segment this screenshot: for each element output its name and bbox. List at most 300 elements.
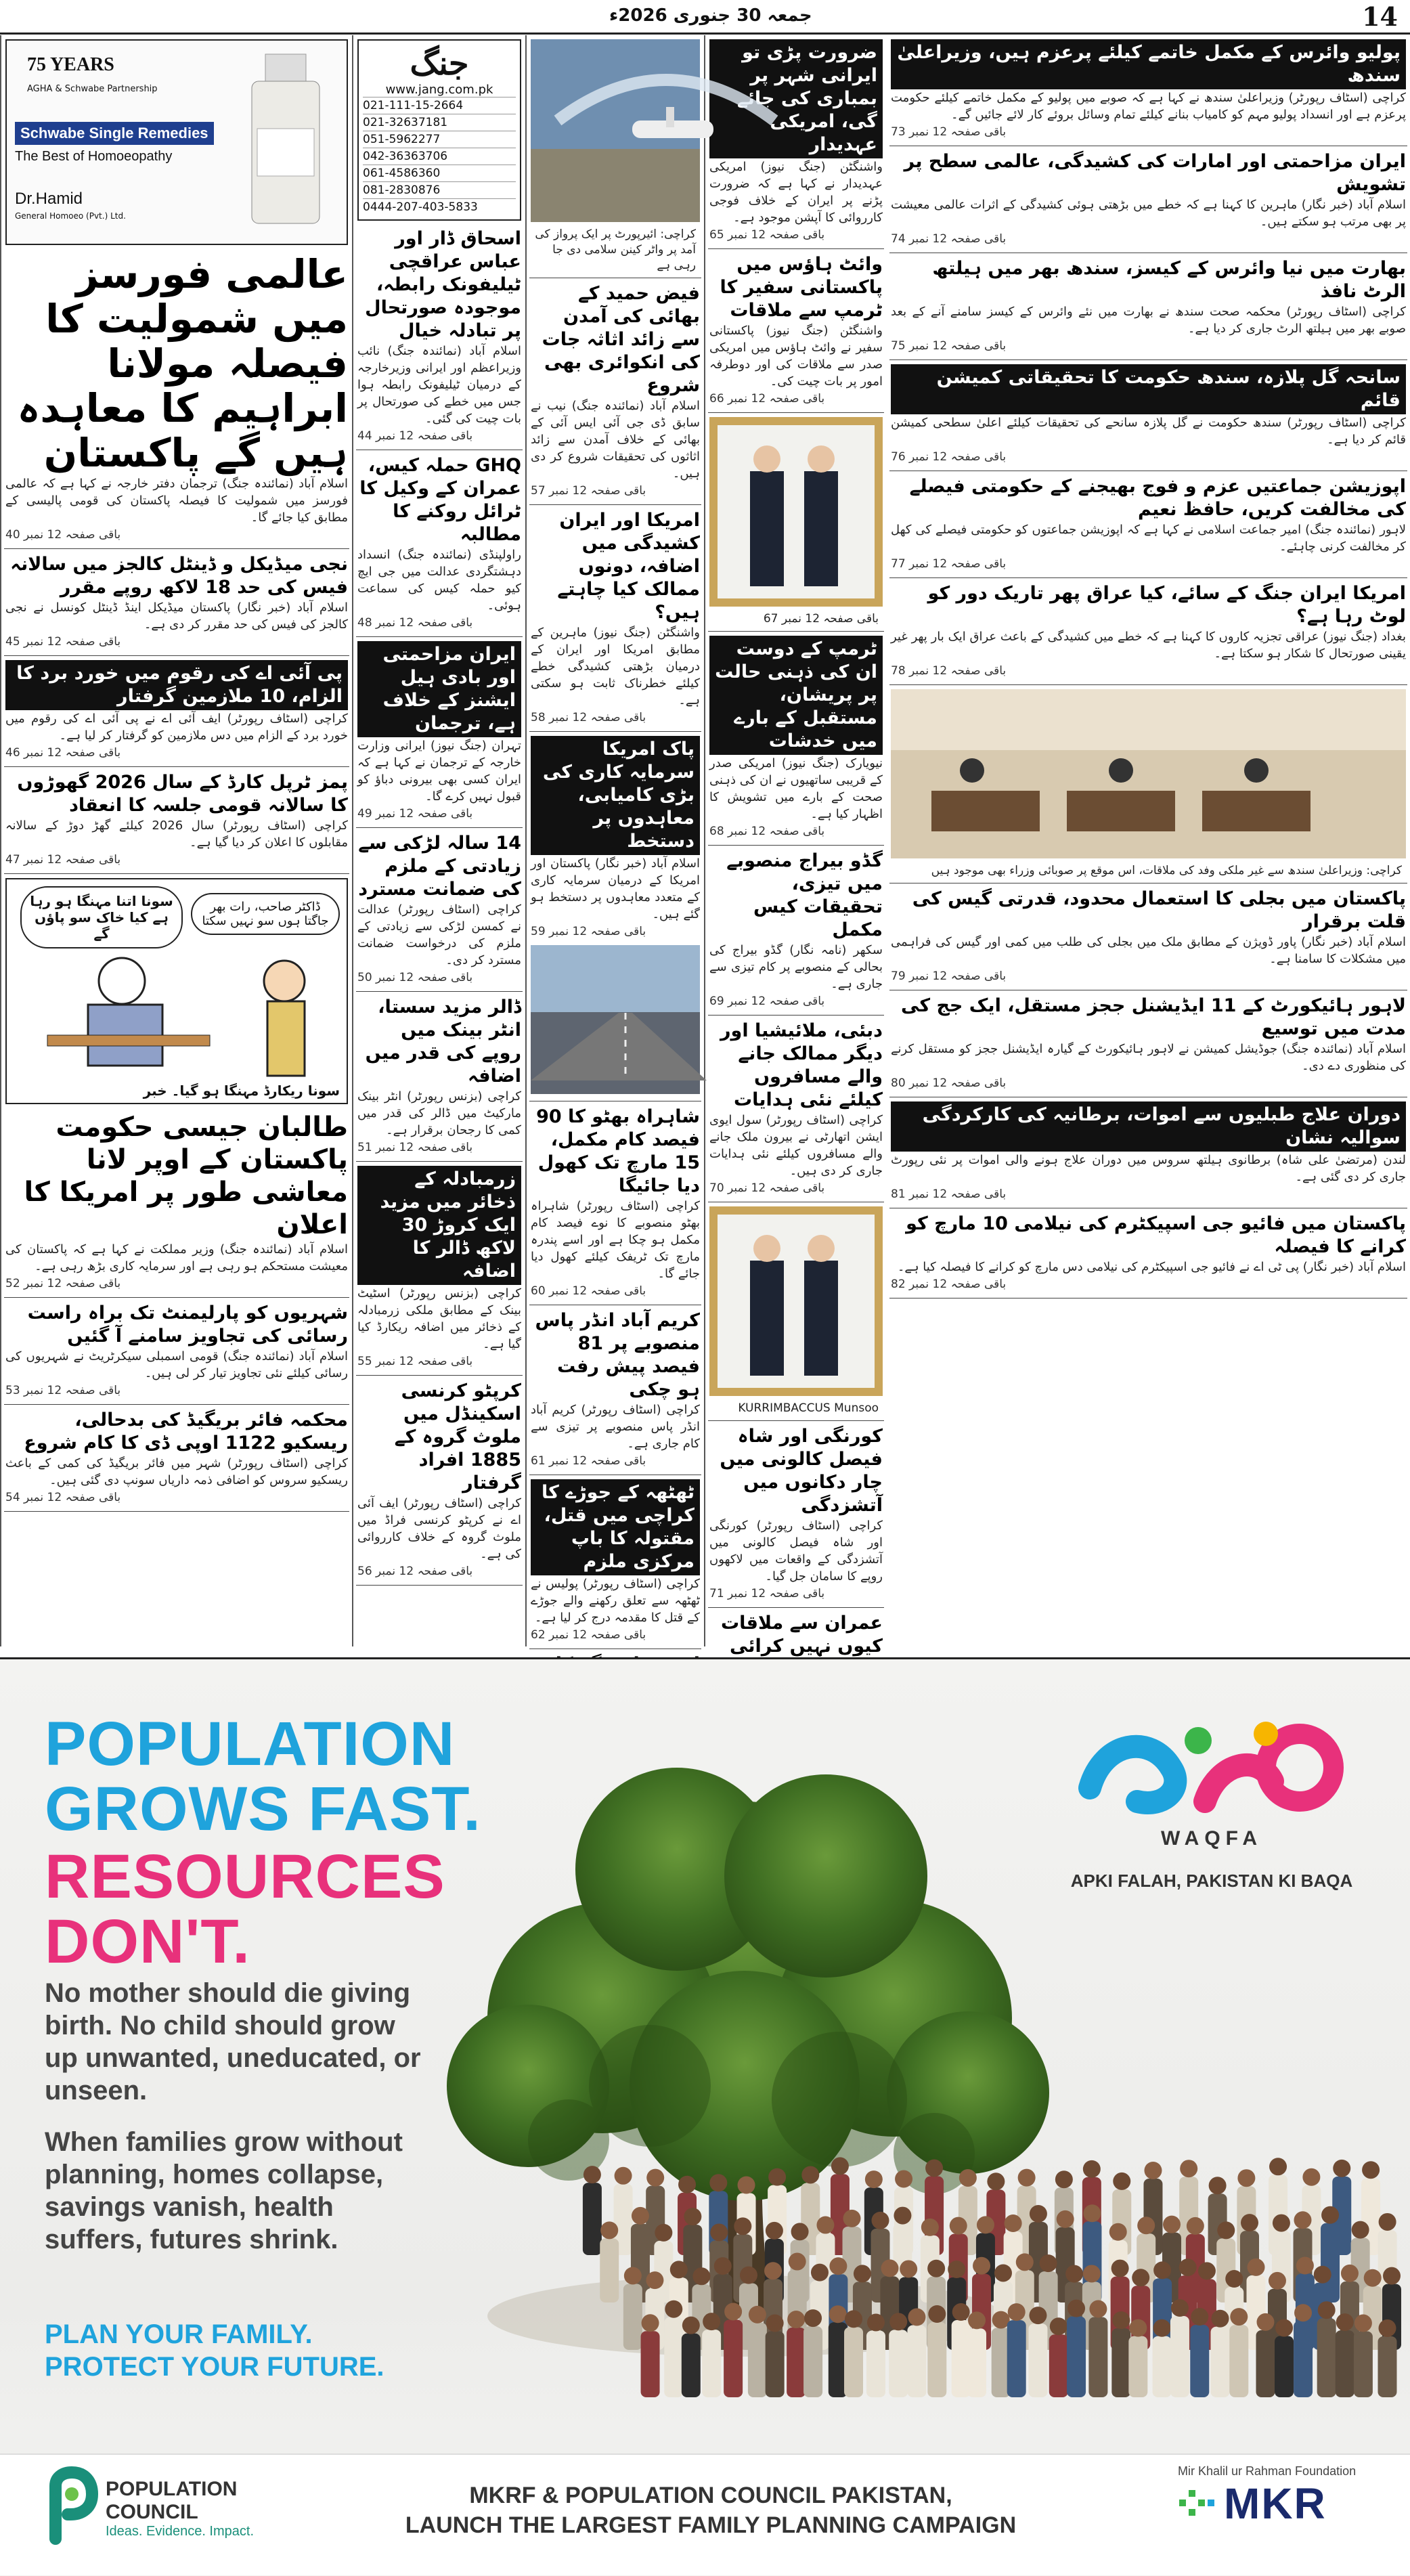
continuation: باقی صفحہ 12 نمبر 68 [709,825,825,838]
crowd-person-head [1256,2313,1274,2331]
continuation: باقی صفحہ 12 نمبر 56 [357,1565,473,1578]
news-story [891,1101,1406,1201]
dateline: جمعہ 30 جنوری 2026ء [609,5,812,26]
jang-contact-box [357,39,521,221]
continuation: باقی صفحہ 12 نمبر 59 [531,925,646,938]
dr-hamid-brand: Dr.Hamid [15,190,83,208]
crowd-person-head [1083,2160,1101,2178]
headline: لاہور ہائیکورٹ کے 11 ایڈیشنل ججز مستقل، ایک جج کی مدت میں توسیع [901,995,1406,1039]
population-council-icon [47,2471,95,2546]
crowd-person-head [1248,2258,1265,2276]
story-body: کراچی (اسٹاف رپورٹر) سندھ حکومت نے گل پلازہ سانحے کی تحقیقات کیلئے اعلیٰ سطحی کمیشن قائم کر دیا ہے۔ [891,416,1406,447]
story-body: واشنگٹن (جنگ نیوز) ماہرین کے مطابق امریکا اور ایران کے درمیان بڑھتی کشیدگی خطے کیلئے خطرناک ثابت ہو سکتی ہے۔ [531,626,700,707]
headline: کورنگی اور شاہ فیصل کالونی میں چار دکانوں میں آتشزدگی [720,1426,883,1516]
crowd-person-head [1112,2311,1130,2329]
divider [529,504,701,505]
news-story [531,1106,700,1298]
headline: اپوزیشن جماعتیں عزم و فوج بھیجنے کے حکومتی فیصلے کی مخالفت کریں، حافظ نعیم [909,476,1406,520]
story-body: کراچی (اسٹاف رپورٹر) پولیس نے ٹھٹھہ سے تعلق رکھنے والے جوڑے کے قتل کا مقدمہ درج کر لیا ہے۔ [531,1577,700,1625]
crowd-person-head [766,2314,784,2332]
crowd-person [1336,2330,1354,2397]
contact-number: 0444-207-403-5833 [363,198,516,215]
crowd-person-head [1016,2253,1034,2271]
crowd-person-head [1187,2217,1204,2235]
crowd-person-head [968,2311,986,2329]
crowd-person-head [1067,2300,1085,2317]
campaign-title [379,2481,1042,2540]
divider [889,577,1407,578]
crowd-person-head [583,2166,601,2183]
divider [4,1297,349,1298]
crowd-person-head [646,2271,663,2289]
ad-headline-2 [45,1844,445,1974]
crowd-person-head [642,2314,659,2332]
news-column-col1 [887,35,1410,1646]
story-body: اسلام آباد (خبر نگار) پاکستان اور امریکا کے درمیان سرمایہ کاری کے متعدد معاہدوں پر دستخط ہو گئے ہیں۔ [531,856,700,921]
headline: فیض حمید کے بھائی کی آمدن سے زائد اثاثہ جات کی انکوائری بھی شروع [542,283,700,396]
headline: ڈالر مزید سستا، انٹر بینک میں روپے کی قدر میں اضافہ [365,997,521,1087]
crowd-person [623,2284,642,2350]
crowd-person-head [1018,2169,1036,2187]
crowd-person-head [1333,2160,1350,2177]
crowd-person-head [1083,2265,1101,2282]
ad-paragraph-2: When families grow without planning, homes collapse, savings vanish, health suffers, futures shrink. [45,2127,403,2254]
crowd-person-head [1065,2265,1083,2283]
crowd-person-head [740,2267,757,2284]
airport-photo [531,39,700,222]
crowd-person [1067,2317,1086,2397]
ad-headline-2-line-2: DON'T. [45,1907,250,1976]
headline: امریکا اور ایران کشیدگی میں اضافہ، دونوں ممالک کیا چاہتے ہیں؟ [557,510,700,623]
page-number: 14 [1362,1,1398,32]
crowd-person [1088,2317,1107,2397]
headline: شہریوں کو پارلیمنٹ تک براہ راست رسائی کی تجاویز سامنے آ گئیں [27,1303,348,1347]
story-body: واشنگٹن (جنگ نیوز) امریکی عہدیدار نے کہا ہے کہ ضرورت پڑنے پر ایران کے خلاف فوجی کارروائی کا آپشن موجود ہے۔ [709,160,883,225]
crowd-person-head [1153,2319,1171,2337]
crowd-person [1229,2325,1248,2397]
headline: دوران علاج طبلیوں سے اموات، برطانیہ کی کارکردگی سوالیہ نشان [891,1101,1406,1152]
news-story [891,888,1406,983]
crowd-person-head [787,2311,805,2328]
crowd-person-head [1336,2313,1354,2331]
continuation: باقی صفحہ 12 نمبر 76 [891,450,1007,464]
crowd-person-head [1109,2223,1127,2241]
divider [708,631,884,632]
crowd-person-head [1273,2214,1290,2232]
crowd-person-head [845,2310,862,2328]
continuation: باقی صفحہ 12 نمبر 73 [891,125,1007,139]
ad-cta-line-1: PLAN YOUR FAMILY. [45,2319,313,2349]
crowd-person-head [682,2317,700,2334]
divider [708,1015,884,1016]
news-story [709,636,883,838]
news-story [5,660,348,760]
crowd-person-head [994,2264,1012,2282]
crowd-person-head [684,2208,701,2225]
crowd-person-head [714,2257,732,2275]
crowd-person-head [1364,2269,1382,2287]
continuation: باقی صفحہ 12 نمبر 47 [5,853,121,867]
story-body: لندن (مرتضیٰ علی شاہ) برطانوی ہیلتھ سروس میں دوران علاج ہونے والی اموات پر نئی رپورٹ جاری کر دی گئی ہے۔ [891,1153,1406,1184]
crowd-person-head [678,2176,696,2193]
continuation: باقی صفحہ 12 نمبر 49 [357,807,473,821]
divider [356,1161,523,1162]
continuation: باقی صفحہ 12 نمبر 48 [357,616,473,630]
crowd-person-head [1225,2270,1243,2288]
cartoon-caption: سونا ریکارڈ مہنگا ہو گیا۔ خبر [143,1083,340,1099]
crowd-person [748,2323,767,2397]
crowd-person-head [854,2265,871,2282]
crowd-person-head [829,2257,847,2275]
headline: امریکا ایران جنگ کے سائے، کیا عراق پھر تاریک دور کو لوٹ رہا ہے؟ [927,583,1406,627]
divider [356,1375,523,1376]
cartoon-drawing [7,954,345,1083]
crowd-person-head [724,2302,742,2320]
population-council-logo [47,2471,254,2546]
headline: اسحاق ڈار اور عباس عراقچی ٹیلیفونک رابطہ، موجودہ صورتحال پر تبادلہ خیال [365,228,521,341]
continuation: باقی صفحہ 12 نمبر 44 [357,429,473,443]
crowd-person [583,2183,602,2255]
medicine-bottle-icon [238,54,333,230]
headline: ایران مزاحمتی اور بادی ہیل ایشنز کے خلاف ہے، ترجمان [357,641,521,737]
road-photo [531,945,700,1097]
crowd-person-head [703,2313,720,2330]
continuation: باقی صفحہ 12 نمبر 78 [891,664,1007,678]
headline: پمز ٹرپل کارڈ کے سال 2026 گھوڑوں کا سالانہ قومی جلسہ کا انعقاد [17,772,348,816]
crowd-person-head [881,2259,898,2277]
crowd-person-head [738,2176,755,2193]
story-body: کراچی (اسٹاف رپورٹر) سال 2026 کیلئے گھڑ دوڑ کے سالانہ مقابلوں کا اعلان کر دیا گیا ہے۔ [5,818,348,850]
story-body: اسلام آباد (نمائندہ جنگ) نیب نے سابق ڈی جی آئی ایس آئی کے بھائی کے خلاف آمدن سے زائد اثاثوں کی تحقیقات شروع کر دی ہیں۔ [531,399,700,481]
story-body: بغداد (جنگ نیوز) عراقی تجزیہ کاروں کا کہنا ہے کہ خطے میں کشیدگی کے باعث عراق ایک بار پھر غیر یقینی صورتحال کا شکار ہو سکتا ہے۔ [891,630,1406,661]
news-story [357,1380,521,1578]
continuation: باقی صفحہ 12 نمبر 71 [709,1587,825,1600]
continuation: باقی صفحہ 12 نمبر 74 [891,232,1007,246]
story-body: اسلام آباد (نمائندہ جنگ) ترجمان دفتر خارجہ نے کہا ہے کہ عالمی فورسز میں شمولیت کا فیصلہ پاکستان کی قومی پالیسی کے مطابق کیا جائے گا۔ [5,477,348,525]
news-story [531,1309,700,1468]
crowd-person-head [829,2305,847,2323]
headline: ضرورت پڑی تو ایرانی شہر پر بمباری کی جائے گی، امریکی عہدیدار [709,39,883,158]
jang-website: www.jang.com.pk [385,83,493,97]
headline: 14 سالہ لڑکی سے زیادتی کے ملزم کی ضمانت مسترد [358,833,521,900]
pc-tagline: Ideas. Evidence. Impact. [106,2523,255,2539]
headline: عمران سے ملاقات کیوں نہیں کرائی [721,1613,883,1657]
news-story [891,364,1406,464]
crowd-person-head [1209,2177,1227,2194]
crowd-person-head [928,2305,946,2323]
news-photo [531,39,700,274]
waqfa-name: WAQFA [1161,1827,1262,1850]
crowd-person-head [615,2167,632,2185]
divider [708,1607,884,1608]
crowd-person-head [1137,2217,1155,2234]
crowd-person [1294,2321,1313,2397]
meeting-photo [891,689,1406,858]
ad-headline-2-line-1: RESOURCES [45,1842,445,1911]
jang-logo: جنگ [410,45,469,83]
headline: ٹرمپ کے دوست ان کی ذہنی حالت پر پریشان، مستقبل کے بارے میں خدشات [709,636,883,755]
crowd-person-head [925,2159,943,2177]
headline: پی آئی اے کی رقوم میں خورد برد کا الزام، 10 ملازمین گرفتار [5,660,348,710]
headline: بھارت میں نیا وائرس کے کیسز، سندھ بھر میں ہیلتھ الرٹ نافذ [932,258,1406,302]
crowd-person [1317,2318,1336,2397]
crowd-person-head [1275,2319,1293,2337]
crowd-person-head [1314,2266,1331,2284]
crowd-person-head [1269,2272,1286,2290]
crowd-person [702,2330,721,2397]
news-story [891,150,1406,246]
contact-number: 021-32637181 [363,114,516,131]
continuation: باقی صفحہ 12 نمبر 65 [709,228,825,242]
crowd-person-head [927,2260,945,2277]
continuation: باقی صفحہ 12 نمبر 58 [531,711,646,724]
story-body: سکھر (نامہ نگار) گڈو بیراج کی بحالی کے منصوبے پر کام تیزی سے جاری ہے۔ [709,943,883,991]
ad-cta-line-2: PROTECT YOUR FUTURE. [45,2352,384,2382]
crowd-person-head [1378,2319,1396,2337]
schwabe-product-title: Schwabe Single Remedies [15,122,214,145]
continuation: باقی صفحہ 12 نمبر 45 [5,635,121,649]
ad-paragraph-1: No mother should die giving birth. No child should grow up unwanted, uneducated, or unseen. [45,1978,421,2105]
news-story [891,582,1406,678]
crowd-person [1190,2325,1209,2397]
story-body: کراچی (اسٹاف رپورٹر) وزیراعلیٰ سندھ نے کہا ہے کہ صوبے میں پولیو کے مکمل خاتمے کیلئے حکومت پرعزم ہے اور انسداد پولیو مہم کو کامیاب بنانے کیلئے تمام وسائل بروئے کار لائے جائیں گے۔ [891,91,1406,122]
news-story [891,475,1406,571]
mkr-foundation-name: Mir Khalil ur Rahman Foundation [1178,2464,1357,2478]
news-story [357,832,521,984]
crowd-person-head [1030,2205,1047,2223]
story-body: کراچی (اسٹاف رپورٹر) ایف آئی اے نے کرپٹو کرنسی فراڈ میں ملوث گروہ کے خلاف کارروائی کی ہے۔ [357,1496,521,1561]
crowd-person-head [1008,2303,1026,2321]
crowd-person-head [1352,2221,1369,2239]
crowd-person-head [1212,2310,1229,2328]
crowd-person [641,2331,660,2397]
crowd-person-head [831,2157,849,2175]
crowd-person-head [1237,2169,1255,2187]
crowd-person-head [1379,2213,1396,2231]
news-column-col3 [525,35,704,1646]
divider [708,1420,884,1421]
headline: نجی میڈیکل و ڈینٹل کالجز میں سالانہ فیس کی حد 18 لاکھ روپے مقرر [10,554,348,598]
crowd-person-head [952,2303,970,2321]
news-story [357,996,521,1154]
continuation: باقی صفحہ 12 نمبر 75 [891,339,1007,353]
crowd-person-head [734,2217,751,2235]
crowd-person-head [843,2210,861,2227]
story-body: راولپنڈی (نمائندہ جنگ) انسداد دہشتگردی عدالت میں جی ایچ کیو حملہ کیس کی سماعت ہوئی۔ [357,548,521,613]
waqfa-logo [1063,1700,1361,1892]
continuation: باقی صفحہ 12 نمبر 46 [5,746,121,760]
crowd-person [866,2330,885,2397]
crowd-person-head [710,2223,728,2241]
continuation: باقی صفحہ 12 نمبر 40 [5,528,121,542]
crowd-person-head [1294,2211,1312,2229]
story-body: اسلام آباد (خبر نگار) پی ٹی اے نے فائیو جی اسپیکٹرم کی نیلامی دس مارچ کو کرانے کا فیصلہ کیا ہے۔ [897,1260,1406,1274]
pc-name-line-1: POPULATION [106,2477,238,2500]
continuation: باقی صفحہ 12 نمبر 70 [709,1181,825,1195]
crowd-person-head [764,2262,782,2279]
photo-caption: کراچی: ائیرپورٹ پر ایک پرواز کی آمد پر واٹر کینن سلامی دی جا رہی ہے [535,227,696,272]
crowd-person [1128,2336,1147,2397]
news-story [709,1425,883,1600]
campaign-title-line-1: MKRF & POPULATION COUNCIL PAKISTAN, [469,2483,952,2508]
headline: پاکستان میں فائیو جی اسپیکٹرم کی نیلامی 10 مارچ کو کرانے کا فیصلہ [906,1213,1406,1257]
photo-caption: KURRIMBACCUS Munsoo [738,1401,879,1415]
news-photo [709,417,883,627]
crowd-person-head [1191,2308,1208,2326]
crowd-person-head [908,2309,925,2326]
continuation: باقی صفحہ 12 نمبر 61 [531,1454,646,1468]
crowd-person-head [973,2257,990,2275]
headline: پولیو وائرس کے مکمل خاتمے کیلئے پرعزم ہیں، وزیراعلیٰ سندھ [891,39,1406,89]
news-story [709,253,883,406]
ad-headline-1-line-1: POPULATION [45,1709,456,1778]
crowd-person-head [791,2223,809,2240]
speech-bubble-right: ڈاکٹر صاحب، رات بھر جاگتا ہوں سو نہیں سکتا [191,893,340,935]
crowd-person-head [1129,2319,1147,2337]
story-body: تہران (جنگ نیوز) ایرانی وزارت خارجہ کے ترجمان نے کہا ہے کہ ایران کسی بھی بیرونی دباؤ کو قبول نہیں کرے گا۔ [357,739,521,804]
news-column-col2 [704,35,887,1657]
headline: ایران مزاحمتی اور امارات کی کشیدگی، عالمی سطح پر تشویش [904,151,1406,195]
continuation: باقی صفحہ 12 نمبر 79 [891,969,1007,983]
waqfa-logo-mark [1063,1700,1361,1822]
crowd-person-head [1050,2317,1067,2335]
crowd-person [1275,2336,1294,2397]
continuation: باقی صفحہ 12 نمبر 62 [531,1628,646,1642]
crowd-person-head [1269,2158,1287,2175]
news-story [5,1111,348,1290]
crowd-person-head [768,2168,786,2186]
divider [356,1585,523,1586]
headline: طالبان جیسی حکومت پاکستان کے اوپر لانا معاشی طور پر امریکا کا اعلان [24,1112,348,1240]
contact-number: 081-2830876 [363,181,516,198]
crowd-person-head [1040,2254,1057,2272]
news-story [531,282,700,498]
crowd-person-head [766,2222,783,2240]
news-story [709,850,883,1008]
story-body: اسلام آباد (نمائندہ جنگ) جوڈیشل کمیشن نے لاہور ہائیکورٹ کے گیارہ ایڈیشنل ججز کو مستقل کرنے کی منظوری دے دی۔ [891,1042,1406,1073]
leaders-photo [709,417,883,607]
crowd-person-head [1318,2301,1336,2319]
news-story [5,771,348,867]
news-column-col5 [0,35,352,1646]
crowd-person [889,2330,908,2397]
crowd-person-head [600,2221,618,2239]
highway-photo [531,945,700,1094]
crowd-person-head [1383,2267,1401,2285]
crowd-person-head [1230,2308,1248,2326]
crowd-person-head [709,2174,727,2191]
crowd-person-head [1029,2307,1047,2324]
story-body: کراچی (اسٹاف رپورٹر) کریم آباد انڈر پاس منصوبے پر تیزی سے کام جاری ہے۔ [531,1403,700,1451]
crowd-person-head [1302,2168,1320,2186]
crowd-person [907,2326,926,2397]
divider [529,731,701,732]
news-story [531,736,700,938]
story-body: کراچی (بزنس رپورٹر) اسٹیٹ بینک کے مطابق ملکی زرمبادلہ کے ذخائر میں اضافہ ریکارڈ کیا گیا ہے۔ [357,1286,521,1351]
divider [4,1404,349,1405]
news-story [891,257,1406,353]
news-story [357,641,521,821]
photo-caption: کراچی: وزیراعلیٰ سندھ سے غیر ملکی وفد کی ملاقات، اس موقع پر صوبائی وزراء بھی موجود ہیں [931,864,1402,877]
divider [708,845,884,846]
story-body: واشنگٹن (جنگ نیوز) پاکستانی سفیر نے وائٹ ہاؤس میں امریکی صدر سے ملاقات کی اور دوطرفہ امور پر بات چیت کی۔ [709,324,883,389]
story-body: اسلام آباد (نمائندہ جنگ) نائب وزیراعظم اور ایرانی وزیرخارجہ کے درمیان ٹیلیفونک رابطہ ہوا جس میں خطے کی صورتحال پر بات چیت کی گئی۔ [357,344,521,426]
crowd-person-head [655,2224,672,2242]
story-body: کراچی (بزنس رپورٹر) انٹر بینک مارکیٹ میں ڈالر کی قدر میں کمی کا رجحان برقرار ہے۔ [357,1089,521,1137]
crowd-person-head [889,2313,907,2330]
crowd-person-head [1171,2299,1189,2317]
crowd-person-head [789,2253,806,2271]
headline: ٹھٹھہ کے جوڑے کا کراچی میں قتل، مقتولہ کا باپ مرکزی ملزم [531,1479,700,1575]
news-story [357,454,521,630]
crowd-person-head [804,2309,822,2327]
crowd-person-head [894,2207,911,2225]
crowd-person [844,2327,863,2397]
leaders-photo [709,1206,883,1396]
contact-number: 021-111-15-2664 [363,97,516,114]
crowd-person-head [749,2306,766,2323]
story-body: نیویارک (جنگ نیوز) امریکی صدر کے قریبی ساتھیوں نے ان کی ذہنی صحت کے بارے میں تشویش کا اظہار کیا ہے۔ [709,756,883,821]
crowd-person-head [865,2170,883,2188]
crowd-person-head [1005,2214,1022,2232]
divider [889,684,1407,685]
crowd-person-head [665,2300,682,2318]
story-body: کراچی (اسٹاف رپورٹر) محکمہ صحت سندھ نے بھارت میں نئے وائرس کے کیسز سامنے آنے کے بعد صوبے بھر میں ہیلتھ الرٹ جاری کر دیا ہے۔ [891,305,1406,336]
story-body: کراچی (اسٹاف رپورٹر) شاہراہ بھٹو منصوبے کا نوے فیصد کام مکمل ہو چکا ہے اور اسے پندرہ مارچ تک ٹریفک کیلئے کھول دیا جائے گا۔ [531,1199,700,1281]
crowd-person [1354,2332,1373,2397]
crowd-person [927,2322,946,2397]
crowd-person-head [1294,2304,1312,2321]
story-body: اسلام آباد (نمائندہ جنگ) قومی اسمبلی سیکرٹریٹ نے شہریوں کی رسائی کیلئے نئی تجاویز تیار کر لی ہیں۔ [5,1349,348,1380]
news-story [891,39,1406,139]
story-body: کراچی (اسٹاف رپورٹر) ایف آئی اے نے پی آئی اے کی رقوم میں خورد برد کے الزام میں دس ملازمین کو گرفتار کر لیا ہے۔ [5,712,348,743]
schwabe-ad [5,39,348,245]
crowd-person-head [692,2267,710,2285]
headline: شاہراہ بھٹو کا 90 فیصد کام مکمل، 15 مارچ تک کھول دیا جائیگا [536,1106,700,1196]
news-story [5,252,348,542]
agha-years-badge: 75 YEARS [27,54,114,75]
crowd-person-head [816,2217,834,2234]
mkr-name: MKR [1224,2479,1327,2528]
continuation: باقی صفحہ 12 نمبر 69 [709,995,825,1008]
crowd-person [664,2317,683,2397]
crowd-person [600,2238,619,2302]
headline: گڈو بیراج منصوبے میں تیزی، تحقیقات کیس مکمل [726,850,883,940]
ad-headline-1-line-2: GROWS FAST. [45,1774,481,1843]
crowd-person-head [1341,2265,1359,2282]
contact-number: 061-4586360 [363,165,516,181]
mkr-dots-icon [1178,2483,1218,2524]
contact-number: 042-36363706 [363,148,516,165]
crowd-person-head [811,2264,829,2282]
crowd-person-head [1217,2221,1235,2239]
news-story [891,1213,1406,1291]
continuation: باقی صفحہ 12 نمبر 57 [531,484,646,498]
crowd-person-head [1113,2173,1130,2190]
crowd-person-head [900,2260,917,2277]
headline: سانحہ گل پلازہ، سندھ حکومت کا تحقیقاتی کمیشن قائم [891,364,1406,414]
crowd-person [967,2328,986,2397]
crowd-person-head [895,2170,912,2187]
headline: دبئی، ملائیشیا اور دیگر ممالک جانے والے مسافروں کیلئے نئی ہدایات [720,1020,883,1110]
crowd-person [766,2331,785,2397]
continuation: باقی صفحہ 12 نمبر 52 [5,1277,121,1290]
crowd-person [1049,2334,1068,2397]
story-body: کراچی (اسٹاف رپورٹر) عدالت نے کمسن لڑکی سے زیادتی کے ملزم کی درخواست ضمانت مسترد کر دی۔ [357,902,521,967]
crowd-person-head [1241,2214,1258,2231]
crowd-person-head [921,2219,939,2236]
continuation: باقی صفحہ 12 نمبر 60 [531,1284,646,1298]
